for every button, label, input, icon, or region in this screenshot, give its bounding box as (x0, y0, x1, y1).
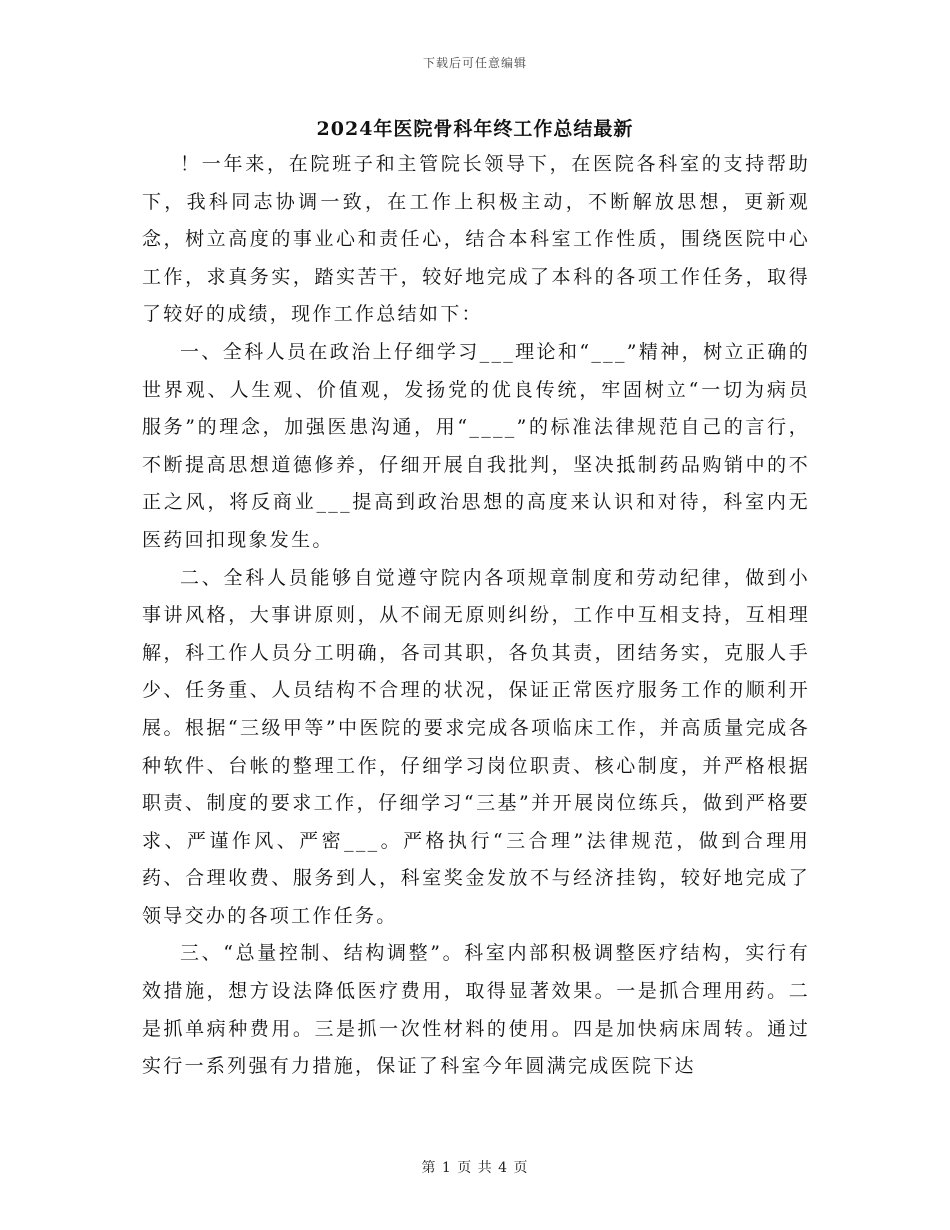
page-number: 第 1 页 共 4 页 (421, 1160, 529, 1176)
header-note: 下载后可任意编辑 (422, 56, 527, 70)
section-two-paragraph: 二、全科人员能够自觉遵守院内各项规章制度和劳动纪律，做到小事讲风格，大事讲原则，从不闹无原则纠纷，工作中互相支持，互相理解，科工作人员分工明确，各司其职，各负其责，团结务实，克服人手少、任务重、人员结构不合理的状况，保证正常医疗服务工作的顺利开展。根据“三级甲等”中医院的要求完成各项临床工作，并高质量完成各种软件、台帐的整理工作，仔细学习岗位职责、核心制度，并严格根据职责、制度的要求工作，仔细学习“三基”并开展岗位练兵，做到严格要求、严谨作风、严密___。严格执行“三合理”法律规范，做到合理用药、合理收费、服务到人，科室奖金发放不与经济挂钩，较好地完成了领导交办的各项工作任务。 (142, 566, 810, 927)
section-three-paragraph: 三、“总量控制、结构调整”。科室内部积极调整医疗结构，实行有效措施，想方设法降低医疗费用，取得显著效果。一是抓合理用药。二是抓单病种费用。三是抓一次性材料的使用。四是加快病床周转。通过实行一系列强有力措施，保证了科室今年圆满完成医院下达 (142, 942, 810, 1078)
document-title: 2024年医院骨科年终工作总结最新 (316, 118, 634, 140)
intro-paragraph: ！一年来，在院班子和主管院长领导下，在医院各科室的支持帮助下，我科同志协调一致，在工作上积极主动，不断解放思想，更新观念，树立高度的事业心和责任心，结合本科室工作性质，围绕医院中心工作，求真务实，踏实苦干，较好地完成了本科的各项工作任务，取得了较好的成绩，现作工作总结如下： (142, 153, 810, 326)
section-one-paragraph: 一、全科人员在政治上仔细学习___理论和“___”精神，树立正确的世界观、人生观、价值观，发扬党的优良传统，牢固树立“一切为病员服务”的理念，加强医患沟通，用“____”的标准法律规范自己的言行，不断提高思想道德修养，仔细开展自我批判，坚决抵制药品购销中的不正之风，将反商业___提高到政治思想的高度来认识和对待，科室内无医药回扣现象发生。 (142, 340, 810, 551)
document-body (142, 146, 810, 1086)
